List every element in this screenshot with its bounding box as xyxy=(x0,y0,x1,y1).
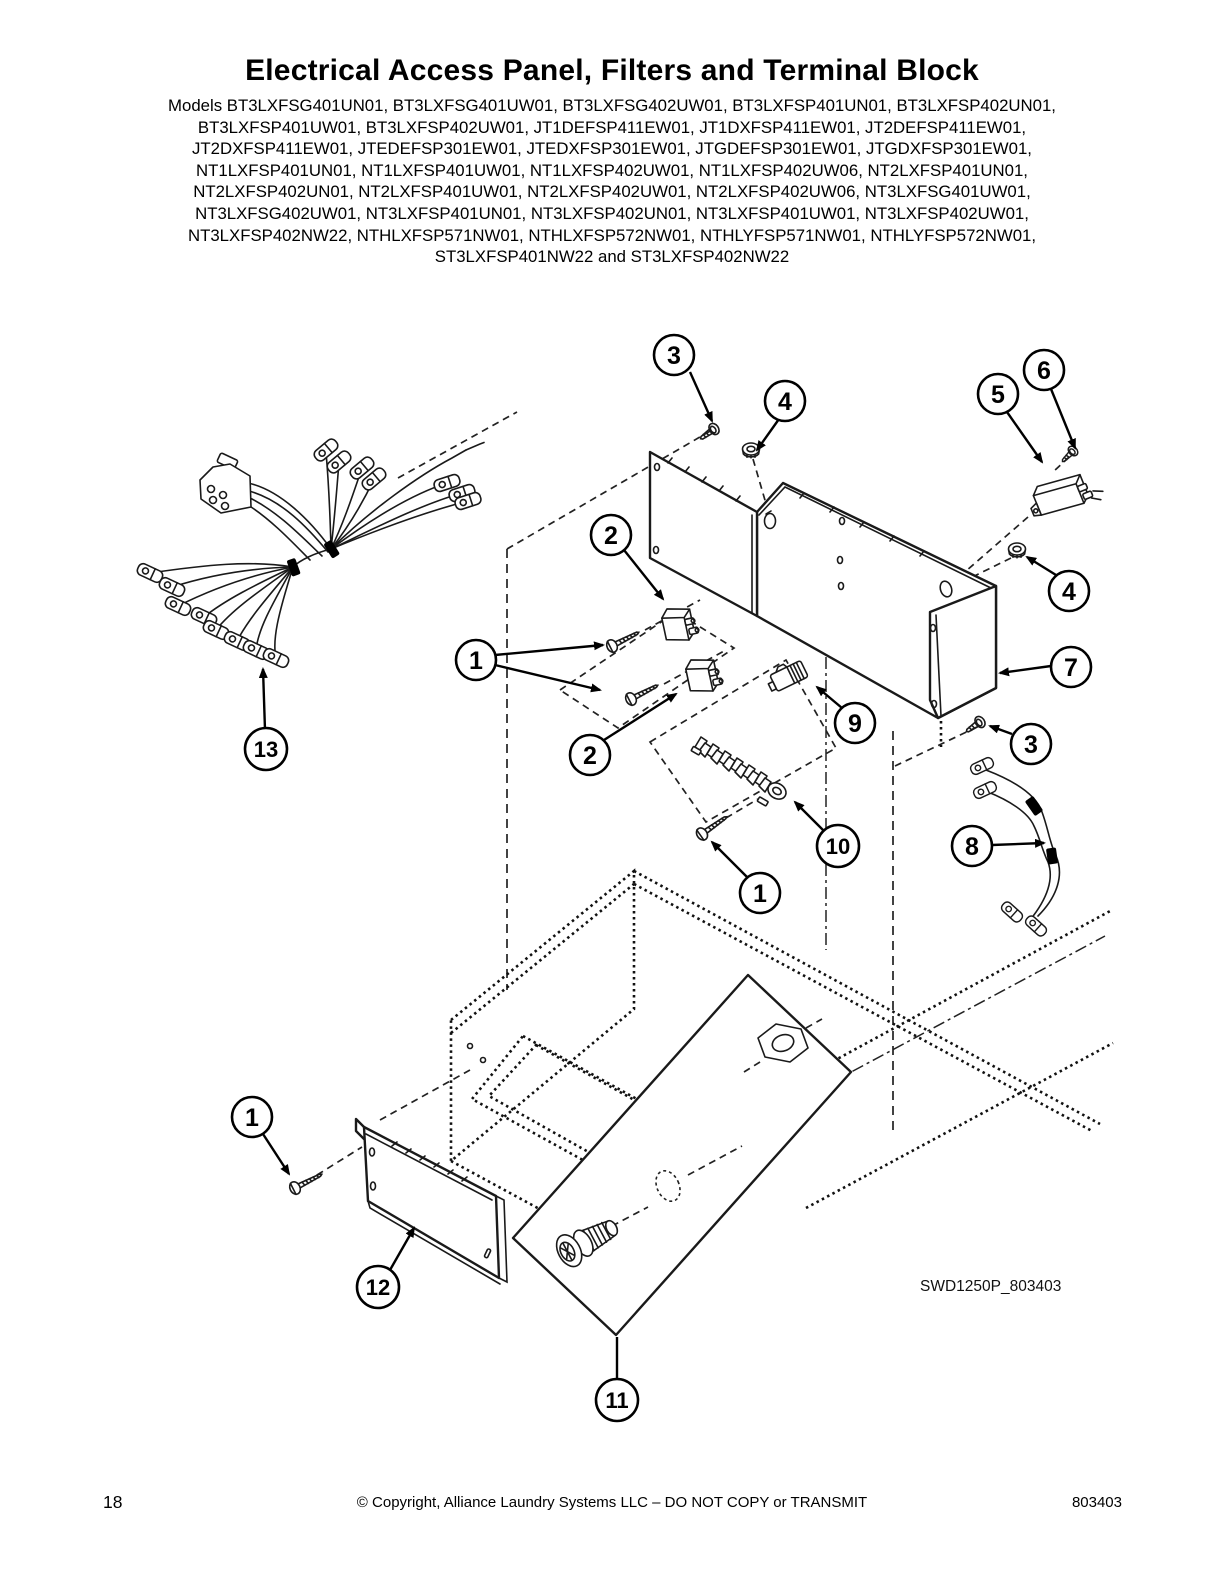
screw-filter-right xyxy=(1059,444,1080,465)
model-list-line: NT3LXFSP402NW22, NTHLXFSP571NW01, NTHLXFSP572NW01, NTHLYFSP571NW01, NTHLYFSP572NW01, xyxy=(187,225,1037,245)
model-list-line: NT1LXFSP401UN01, NT1LXFSP401UW01, NT1LXFSP402UW01, NT1LXFSP402UW06, NT2LXFSP401UN01, xyxy=(196,160,1028,180)
callout-7-bracket xyxy=(1051,647,1091,687)
diagram-code: SWD1250P_803403 xyxy=(920,1278,1062,1295)
svg-text:12: 12 xyxy=(365,1275,391,1300)
svg-text:9: 9 xyxy=(848,710,862,738)
svg-text:13: 13 xyxy=(253,737,279,762)
bolt-terminal-block xyxy=(694,811,730,842)
callout-13-harness xyxy=(245,728,287,770)
page-number: 18 xyxy=(103,1492,123,1512)
callout-4-nut-right xyxy=(1049,571,1089,611)
svg-text:10: 10 xyxy=(825,834,851,859)
callout-3-screw-right xyxy=(1011,724,1051,764)
callout-2-filter-lower xyxy=(570,735,610,775)
svg-text:8: 8 xyxy=(965,833,979,861)
bolt-filter-upper xyxy=(605,627,642,654)
callout-8-jumper-wires xyxy=(952,826,992,866)
svg-text:1: 1 xyxy=(469,647,483,675)
callout-1-bolt-bottom xyxy=(232,1097,272,1137)
callout-1-bolt-center xyxy=(740,873,780,913)
access-panel xyxy=(356,1119,507,1284)
svg-text:6: 6 xyxy=(1037,357,1051,385)
svg-text:11: 11 xyxy=(605,1388,629,1413)
copyright-notice: © Copyright, Alliance Laundry Systems LLC – DO NOT COPY or TRANSMIT xyxy=(356,1494,868,1511)
callout-1-bolts-left xyxy=(456,640,496,680)
mounting-bracket xyxy=(650,452,996,747)
harness-terminals xyxy=(136,437,484,669)
svg-text:5: 5 xyxy=(991,381,1005,409)
interference-filter-box xyxy=(1024,464,1105,525)
nut-right xyxy=(1009,543,1026,558)
callout-4-nut xyxy=(765,381,805,421)
wire-harness xyxy=(136,437,484,669)
callout-6-screw xyxy=(1024,350,1064,390)
filter-lower xyxy=(684,654,724,695)
terminal-mounting-plate xyxy=(513,975,851,1335)
page-title: Electrical Access Panel, Filters and Terminal Block xyxy=(245,54,979,87)
callout-5-filter-box xyxy=(978,374,1018,414)
callout-12-access-panel xyxy=(357,1266,399,1308)
model-list-line: JT2DXFSP411EW01, JTEDEFSP301EW01, JTEDXFSP301EW01, JTGDEFSP301EW01, JTGDXFSP301EW01, xyxy=(192,139,1032,159)
svg-text:1: 1 xyxy=(245,1104,259,1132)
model-list-line: ST3LXFSP401NW22 and ST3LXFSP402NW22 xyxy=(434,247,790,267)
model-list-line: NT3LXFSG402UW01, NT3LXFSP401UN01, NT3LXFSP402UN01, NT3LXFSP401UW01, NT3LXFSP402UW01, xyxy=(195,203,1029,223)
model-list-line: BT3LXFSP401UW01, BT3LXFSP402UW01, JT1DEFSP411EW01, JT1DXFSP411EW01, JT2DEFSP411EW01, xyxy=(197,117,1027,137)
harness-wires xyxy=(150,450,468,658)
svg-text:1: 1 xyxy=(753,880,767,908)
connector-block xyxy=(764,657,809,694)
model-list-line: NT2LXFSP402UN01, NT2LXFSP401UW01, NT2LXFSP402UW01, NT2LXFSP402UW06, NT3LXFSG401UW01, xyxy=(193,182,1031,202)
svg-text:4: 4 xyxy=(1062,578,1076,606)
callout-2-filter-upper xyxy=(591,515,631,555)
callout-3-screw xyxy=(654,335,694,375)
document-number: 803403 xyxy=(1071,1494,1122,1511)
screw-bracket-lower xyxy=(963,715,987,737)
filter-upper xyxy=(660,603,700,644)
harness-connector xyxy=(200,453,251,513)
nut-top xyxy=(743,443,760,458)
callout-9-connector xyxy=(835,703,875,743)
model-list-line: Models BT3LXFSG401UN01, BT3LXFSG401UW01, BT3LXFSG402UW01, BT3LXFSP401UN01, BT3LXFSP402UN01, xyxy=(168,96,1056,115)
svg-text:3: 3 xyxy=(1024,731,1038,759)
terminal-block-strip xyxy=(691,737,789,806)
svg-text:2: 2 xyxy=(604,522,618,550)
svg-text:2: 2 xyxy=(583,742,597,770)
callout-10-terminal-block xyxy=(817,825,859,867)
callout-11-cable-gland xyxy=(596,1379,638,1421)
svg-text:7: 7 xyxy=(1064,654,1078,682)
svg-text:4: 4 xyxy=(778,388,792,416)
svg-text:3: 3 xyxy=(667,342,681,370)
